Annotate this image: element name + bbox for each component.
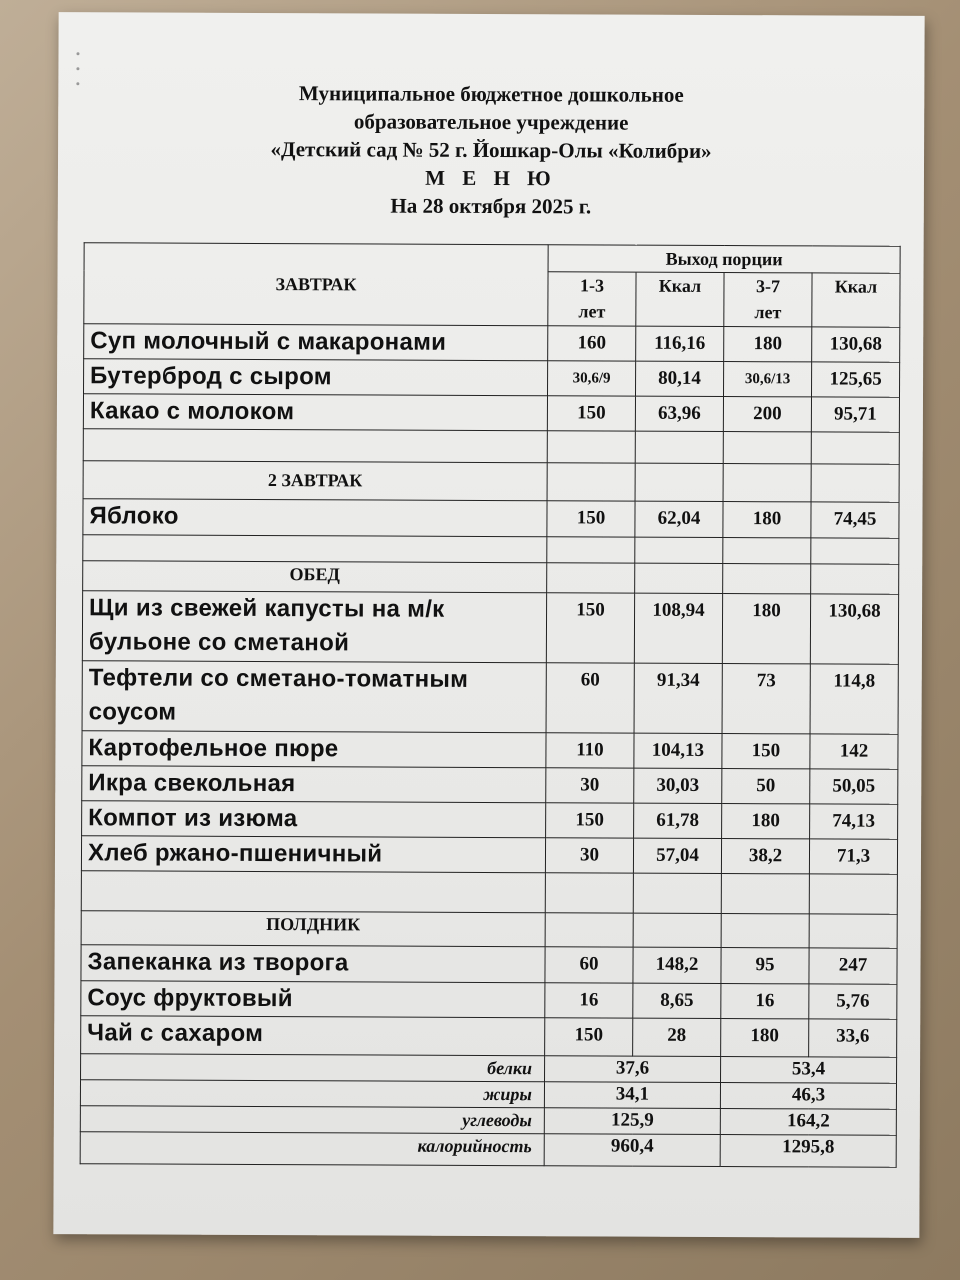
table-row: Суп молочный с макаронами 160 116,16 180 130,68 xyxy=(84,324,900,363)
section-row xyxy=(83,561,899,595)
empty-row xyxy=(83,535,899,565)
table-header-row xyxy=(84,243,900,274)
age-1-3-header: 1-3 лет xyxy=(548,272,636,326)
section-breakfast-2: 2 ЗАВТРАК xyxy=(83,461,547,501)
summary-row-carbs: углеводы 125,9 164,2 xyxy=(80,1106,896,1136)
table-row: Картофельное пюре 110 104,13 150 142 xyxy=(82,731,898,770)
org-line-3: «Детский сад № 52 г. Йошкар-Олы «Колибри» xyxy=(270,137,712,163)
table-row: Соус фруктовый 16 8,65 16 5,76 xyxy=(81,981,897,1020)
section-breakfast: ЗАВТРАК xyxy=(84,243,548,326)
portion-header: Выход порции xyxy=(548,245,900,274)
table-row: Хлеб ржано-пшеничный 30 57,04 38,2 71,3 xyxy=(81,836,897,875)
section-row xyxy=(81,911,897,949)
table-row: Чай с сахаром 150 28 180 33,6 xyxy=(81,1016,897,1058)
kcal-2-header: Ккал xyxy=(812,273,900,327)
menu-sheet xyxy=(53,12,924,1238)
kcal-1-header: Ккал xyxy=(636,272,724,326)
empty-row xyxy=(83,429,899,465)
table-row: Яблоко 150 62,04 180 74,45 xyxy=(83,499,899,539)
document-header xyxy=(58,78,925,222)
section-lunch: ОБЕД xyxy=(83,561,547,593)
org-line-1: Муниципальное бюджетное дошкольное xyxy=(298,81,684,107)
table-row: Тефтели со сметано-томатным соусом 60 91,34 73 114,8 xyxy=(82,661,898,735)
org-line-2: образовательное учреждение xyxy=(353,109,629,135)
table-row: Щи из свежей капусты на м/к бульоне со сметаной 150 108,94 180 130,68 xyxy=(82,591,898,665)
table-row: Запеканка из творога 60 148,2 95 247 xyxy=(81,945,897,985)
table-row: Компот из изюма 150 61,78 180 74,13 xyxy=(82,801,898,840)
empty-row xyxy=(81,871,897,915)
section-snack: ПОЛДНИК xyxy=(81,911,545,947)
summary-row-calories: калорийность 960,4 1295,8 xyxy=(80,1132,896,1168)
table-row: Бутерброд с сыром 30,6/9 80,14 30,6/13 125,65 xyxy=(84,359,900,398)
summary-row-fat: жиры 34,1 46,3 xyxy=(80,1080,896,1110)
menu-table xyxy=(80,242,901,1168)
table-row: Икра свекольная 30 30,03 50 50,05 xyxy=(82,766,898,805)
age-3-7-header: 3-7 лет xyxy=(724,273,812,327)
table-row: Какао с молоком 150 63,96 200 95,71 xyxy=(83,394,899,433)
menu-title: М Е Н Ю xyxy=(425,165,557,191)
summary-row-protein: белки 37,6 53,4 xyxy=(81,1054,897,1084)
menu-date: На 28 октября 2025 г. xyxy=(390,193,592,219)
section-row xyxy=(83,461,899,503)
